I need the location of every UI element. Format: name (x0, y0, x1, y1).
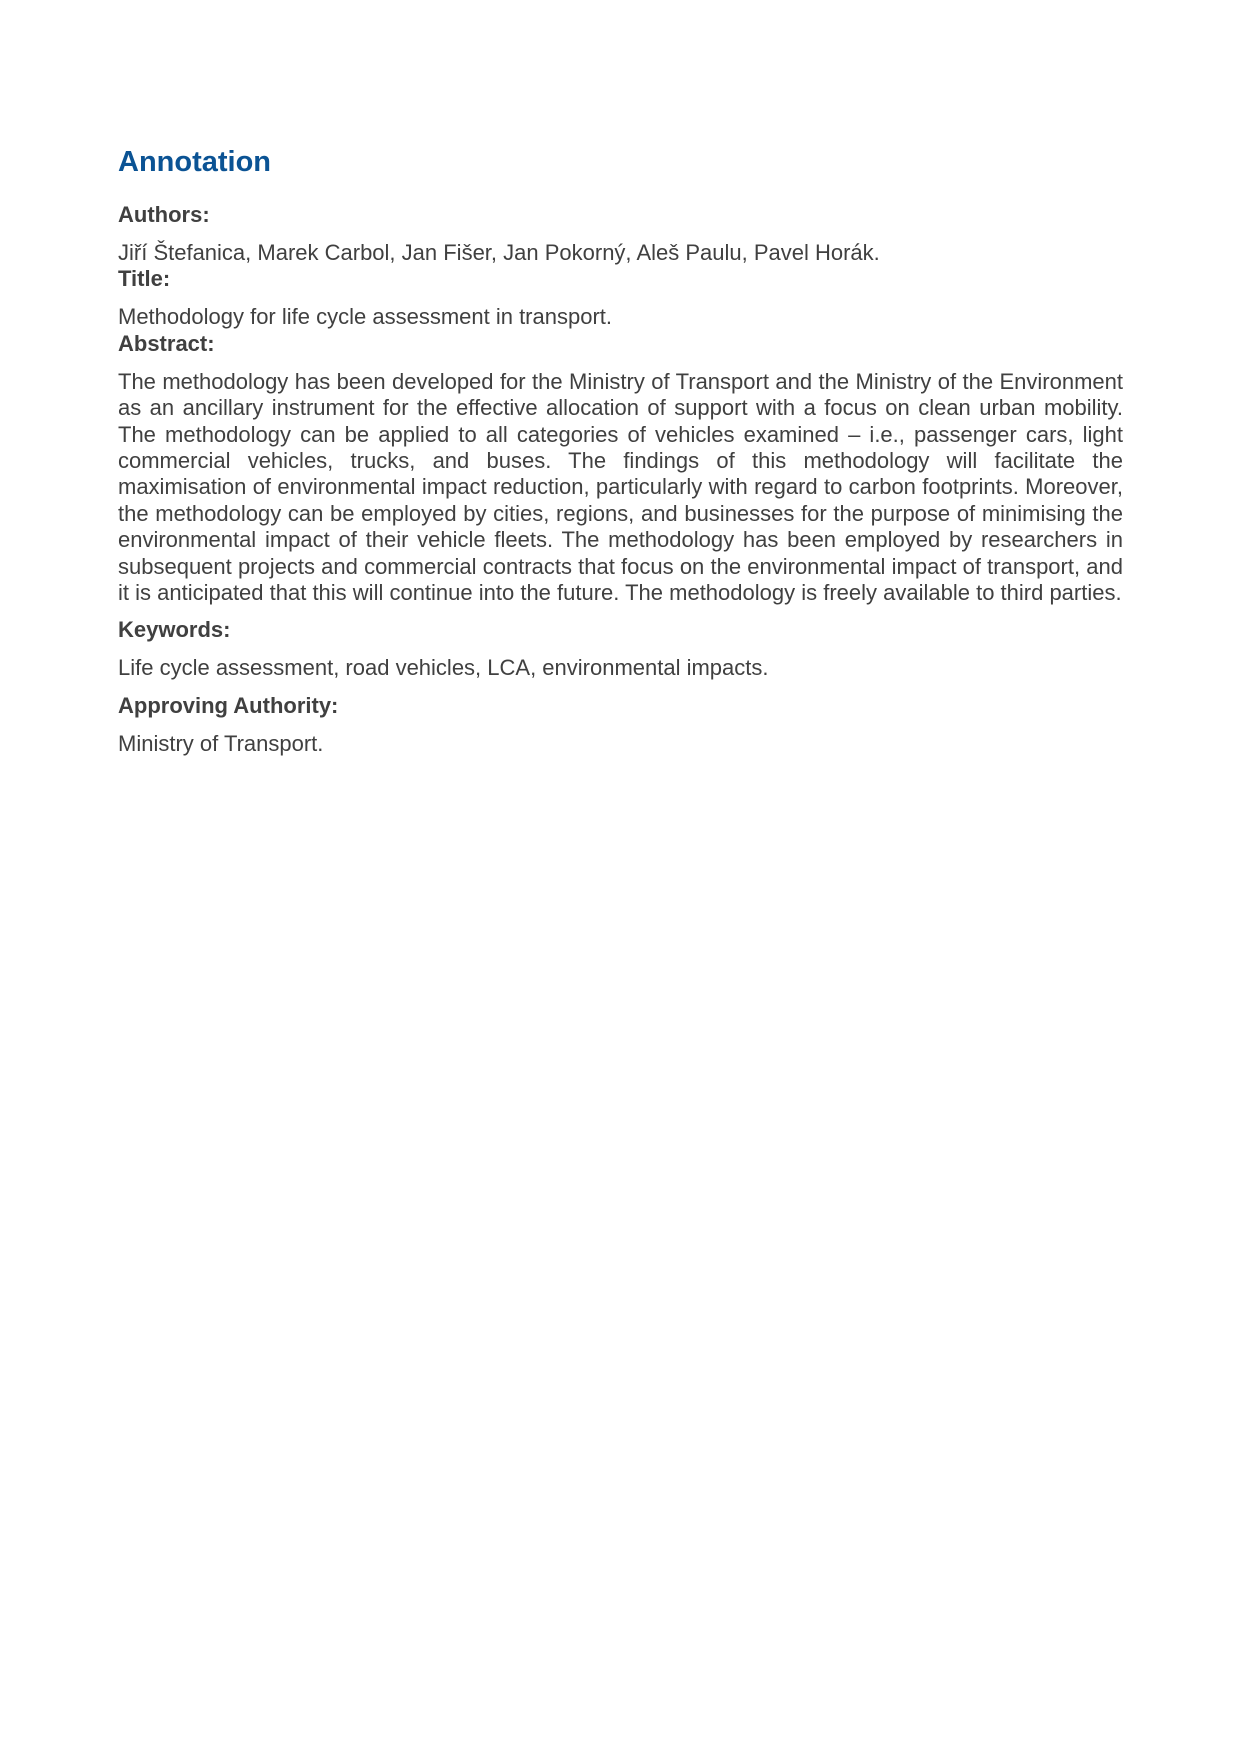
authors-value: Jiří Štefanica, Marek Carbol, Jan Fišer, Jan Pokorný, Aleš Paulu, Pavel Horák. (118, 240, 880, 265)
abstract-label: Abstract: (118, 330, 215, 356)
title-label: Title: (118, 266, 171, 292)
annotation-section (118, 144, 1123, 757)
keywords-label: Keywords: (118, 617, 231, 643)
page-title: Annotation (118, 146, 272, 178)
keywords-value: Life cycle assessment, road vehicles, LCA, environmental impacts. (118, 655, 769, 681)
title-value: Methodology for life cycle assessment in transport. (118, 304, 613, 330)
abstract-value: The methodology has been developed for the Ministry of Transport and the Ministry of the Environment as an ancillary instrument for the effective allocation of support with a focus on clean urban mobility. The methodology can be applied to all categories of vehicles examined – i.e., passenger cars, light commercial vehicles, trucks, and buses. The findings of this methodology will facilitate the maximisation of environmental impact reduction, particularly with regard to carbon footprints. Moreover, the methodology can be employed by cities, regions, and businesses for the purpose of minimising the environmental impact of their vehicle fleets. The methodology has been employed by researchers in subsequent projects and commercial contracts that focus on the environmental impact of transport, and it is anticipated that this will continue into the future. The methodology is freely available to third parties. (118, 368, 1123, 606)
authors-label: Authors: (118, 202, 210, 227)
approving-authority-label: Approving Authority: (118, 692, 339, 718)
approving-authority-value: Ministry of Transport. (118, 730, 324, 756)
